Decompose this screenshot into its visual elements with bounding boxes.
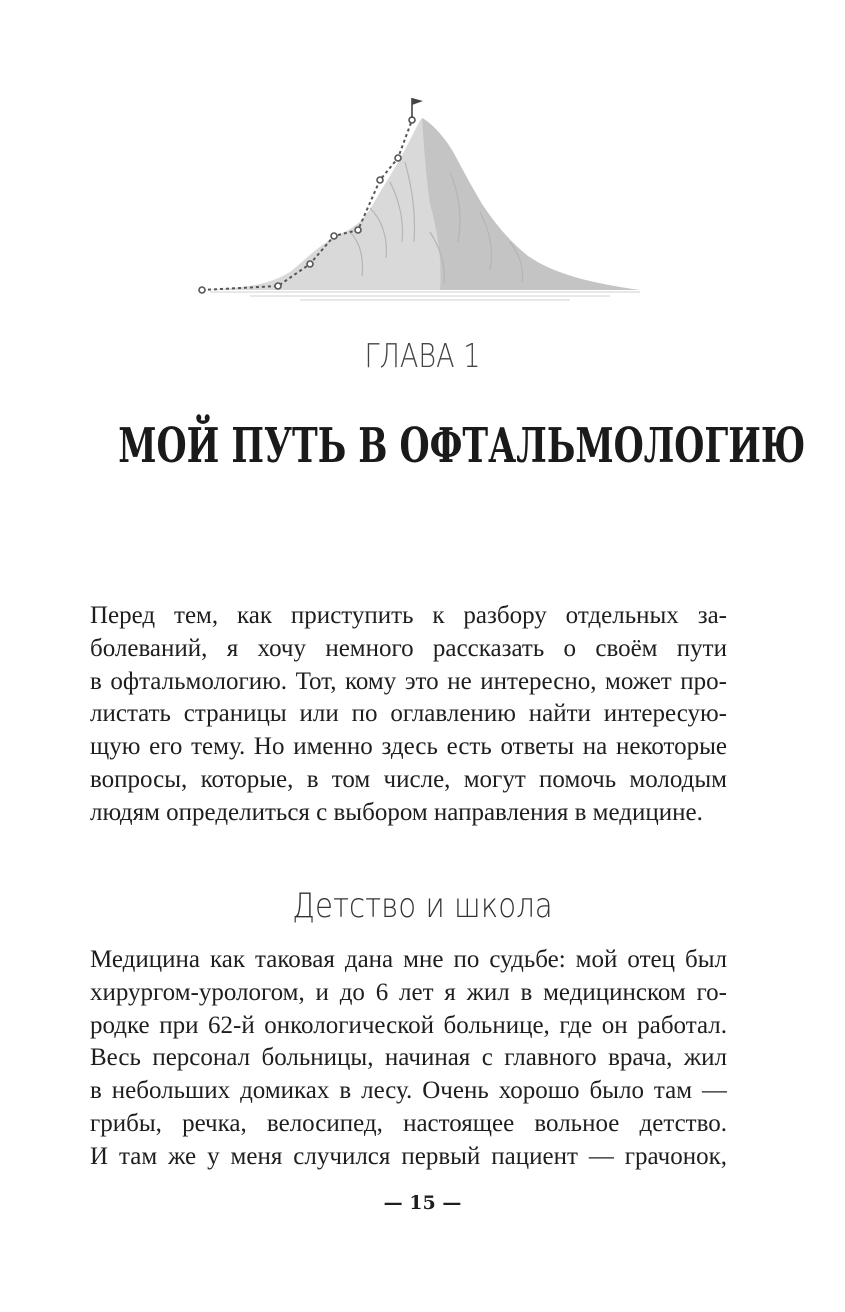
text-line: И там же у меня случился первый пациент — грачонок, (90, 1142, 727, 1170)
text-line: хирургом-урологом, и до 6 лет я жил в медицинском го- (90, 978, 727, 1006)
text-line: родке при 62-й онкологической больнице, где он работал. (90, 1011, 727, 1039)
intro-paragraph (90, 600, 727, 830)
text-line: листать страницы или по оглавлению найти интересую- (90, 700, 727, 728)
text-line: Перед тем, как приступить к разбору отдельных за- (90, 602, 727, 629)
mountain-with-flag-path-icon (190, 92, 650, 304)
text-line: людям определиться с выбором направления в медицине. (90, 798, 703, 826)
section-heading: Детство и школа (292, 886, 553, 926)
text-line: болеваний, я хочу немного рассказать о своём пути (90, 634, 727, 662)
text-line: щую его тему. Но именно здесь есть ответы на некоторые (90, 733, 727, 761)
text-line: вопросы, которые, в том числе, могут помочь молодым (90, 765, 727, 793)
flag-icon (412, 98, 423, 105)
ground-lines (210, 292, 640, 300)
text-line: в небольших домиках в лесу. Очень хорошо было там — (90, 1077, 727, 1105)
text-line: Медицина как таковая дана мне по судьбе: мой отец был (90, 946, 727, 973)
chapter-title: МОЙ ПУТЬ В ОФТАЛЬМОЛОГИЮ (118, 418, 806, 474)
text-line: Весь персонал больницы, начиная с главного врача, жил (90, 1044, 727, 1072)
mountain-shadow (422, 118, 640, 290)
chapter-label: ГЛАВА 1 (364, 336, 481, 375)
text-line: грибы, речка, велосипед, настоящее вольное детство. (90, 1109, 727, 1137)
mountain-silhouette (200, 118, 640, 290)
text-line: в офтальмологию. Тот, кому это не интересно, может про- (90, 667, 727, 695)
page-number: — 15 — (383, 1192, 462, 1214)
section-paragraph (90, 944, 727, 1174)
